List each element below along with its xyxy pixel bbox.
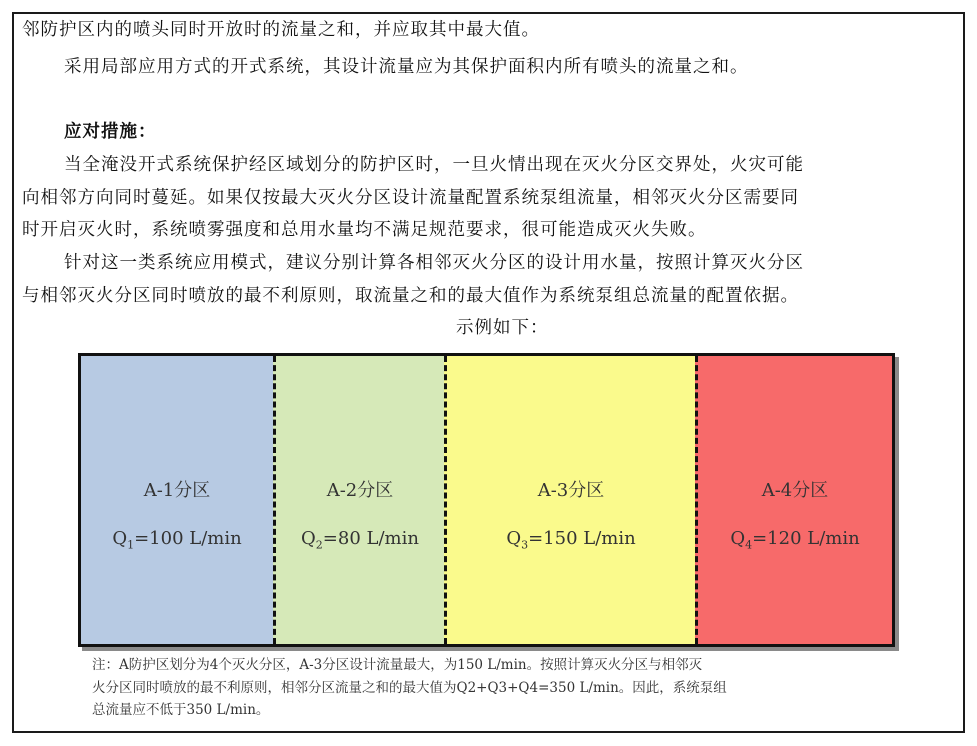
zone-label: A-2分区 <box>326 480 394 501</box>
zone-label: A-3分区 <box>537 480 605 501</box>
paragraph-line-7: 与相邻灭火分区同时喷放的最不利原则，取流量之和的最大值作为系统泵组总流量的配置依据。 <box>22 286 799 306</box>
paragraph-line-4: 向相邻方向同时蔓延。如果仅按最大灭火分区设计流量配置系统泵组流量，相邻灭火分区需要同 <box>22 188 799 208</box>
note-line-2: 火分区同时喷放的最不利原则，相邻分区流量之和的最大值为Q2+Q3+Q4=350 L/min。因此，系统泵组 <box>92 680 727 696</box>
zone-a2 <box>273 356 444 644</box>
zone-flow: $Q_4=120$ L/min <box>730 528 860 552</box>
note-line-3: 总流量应不低于350 L/min。 <box>92 702 270 718</box>
zone-a4 <box>695 356 892 644</box>
paragraph-line-6: 针对这一类系统应用模式，建议分别计算各相邻灭火分区的设计用水量，按照计算灭火分区 <box>64 253 804 273</box>
zone-a3 <box>444 356 695 644</box>
section-heading: 应对措施： <box>64 122 157 142</box>
paragraph-line-2: 采用局部应用方式的开式系统，其设计流量应为其保护面积内所有喷头的流量之和。 <box>64 57 749 77</box>
zone-label: A-4分区 <box>761 480 829 501</box>
zone-flow: $Q_3=150$ L/min <box>506 528 636 552</box>
zone-flow: $Q_1=100$ L/min <box>112 528 242 552</box>
paragraph-line-1: 邻防护区内的喷头同时开放时的流量之和，并应取其中最大值。 <box>22 20 540 40</box>
zone-diagram <box>78 353 895 647</box>
note-line-1: 注：A防护区划分为4个灭火分区，A-3分区设计流量最大，为150 L/min。按照计算灭火分区与相邻灭 <box>92 657 703 673</box>
example-caption: 示例如下： <box>456 318 549 338</box>
zone-flow: $Q_2=80$ L/min <box>301 528 419 552</box>
paragraph-line-5: 时开启灭火时，系统喷雾强度和总用水量均不满足规范要求，很可能造成灭火失败。 <box>22 220 707 240</box>
zone-a1 <box>81 356 273 644</box>
paragraph-line-3: 当全淹没开式系统保护经区域划分的防护区时，一旦火情出现在灭火分区交界处，火灾可能 <box>64 155 804 175</box>
zone-label: A-1分区 <box>143 480 211 501</box>
